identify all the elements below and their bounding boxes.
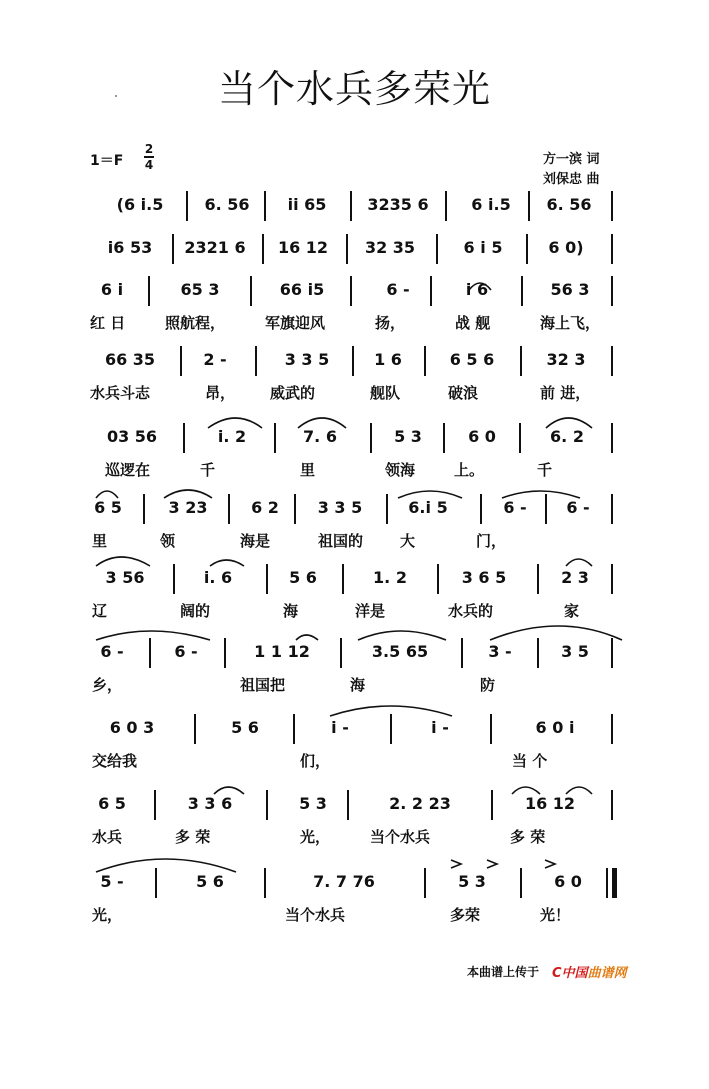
- barline: [537, 638, 539, 668]
- measure: 3 3 5: [317, 498, 363, 517]
- accent-mark: [487, 860, 497, 868]
- barline: [194, 714, 196, 744]
- notation-row-9: [0, 718, 709, 752]
- measure: 6 0 3: [109, 718, 155, 737]
- scan-speck: [115, 95, 117, 97]
- notation-row-5: [0, 427, 709, 461]
- barline: [173, 564, 175, 594]
- barline: [340, 638, 342, 668]
- lyric-row-5: [0, 459, 709, 481]
- barline: [611, 234, 613, 264]
- key-signature: 1＝F: [90, 153, 124, 169]
- slur: [490, 626, 622, 640]
- notation-row-6: [0, 498, 709, 532]
- measure: 3 6 5: [461, 568, 507, 587]
- barline: [424, 868, 426, 898]
- measure: 66 35: [104, 350, 156, 369]
- notation-row-8: [0, 642, 709, 676]
- measure: 5 -: [100, 872, 124, 891]
- measure: 6 0 i: [535, 718, 575, 737]
- measure: 6 i 5: [463, 238, 503, 257]
- barline: [611, 346, 613, 376]
- lyric: 家: [564, 602, 580, 620]
- measure: 3 3 5: [284, 350, 330, 369]
- slur: [96, 491, 118, 498]
- lyric: 领海: [385, 461, 416, 479]
- measure: i -: [331, 718, 349, 737]
- measure: 3.5 65: [371, 642, 429, 661]
- barline: [611, 790, 613, 820]
- barline: [390, 714, 392, 744]
- slur: [96, 557, 150, 566]
- lyric: 红 日: [90, 314, 126, 332]
- barline: [255, 346, 257, 376]
- measure: 6. 56: [546, 195, 592, 214]
- barline: [266, 790, 268, 820]
- barline: [172, 234, 174, 264]
- notation-row-2: [0, 238, 709, 272]
- barline: [611, 423, 613, 453]
- site-logo[interactable]: [552, 962, 627, 981]
- barline: [611, 564, 613, 594]
- lyric: 们，: [300, 752, 331, 770]
- logo-brand-red: 中国: [561, 966, 588, 981]
- barline: [611, 714, 613, 744]
- slur: [398, 491, 462, 498]
- barline: [293, 714, 295, 744]
- lyric: 多荣: [450, 906, 481, 924]
- measure: 65 3: [180, 280, 220, 299]
- barline: [342, 564, 344, 594]
- measure: 6 i.5: [471, 195, 511, 214]
- lyric: 里: [300, 461, 316, 479]
- accent-mark: [451, 860, 461, 868]
- barline: [430, 276, 432, 306]
- lyric-row-11: [0, 904, 709, 926]
- notation-row-3: [0, 280, 709, 314]
- slur: [512, 787, 540, 794]
- lyric: 门，: [476, 532, 507, 550]
- lyric: 多 荣: [510, 828, 546, 846]
- lyric: 破浪: [448, 384, 479, 402]
- page-title: 当个水兵多荣光: [217, 67, 491, 111]
- lyric: 防: [480, 676, 496, 694]
- lyric-row-4: [0, 382, 709, 404]
- measure: 16 12: [524, 794, 576, 813]
- measure: 6 5 6: [449, 350, 495, 369]
- measure: 6. 2: [550, 427, 584, 446]
- notation-row-4: [0, 350, 709, 384]
- lyric: 祖国把: [240, 676, 286, 694]
- barline: [443, 423, 445, 453]
- measure: 6 5: [98, 794, 126, 813]
- lyric: 昂，: [205, 384, 236, 402]
- barline: [545, 494, 547, 524]
- barline: [350, 276, 352, 306]
- measure: 6.i 5: [408, 498, 448, 517]
- lyric-row-8: [0, 674, 709, 696]
- barline: [445, 191, 447, 221]
- slur: [358, 631, 446, 640]
- barline: [521, 276, 523, 306]
- barline: [262, 234, 264, 264]
- measure: 6 5: [94, 498, 122, 517]
- measure: 6. 56: [204, 195, 250, 214]
- notation-row-10: [0, 794, 709, 828]
- measure: 3235 6: [367, 195, 429, 214]
- barline: [347, 790, 349, 820]
- lyric: 光，: [300, 828, 331, 846]
- lyric: 大: [400, 532, 416, 550]
- lyric-row-6: [0, 530, 709, 552]
- barline: [148, 276, 150, 306]
- measure: ii 65: [287, 195, 327, 214]
- barline: [183, 423, 185, 453]
- lyric: 舰队: [370, 384, 401, 402]
- barline: [520, 346, 522, 376]
- slur: [502, 491, 580, 498]
- barline: [180, 346, 182, 376]
- measure: 6 2: [251, 498, 279, 517]
- barline: [520, 868, 522, 898]
- measure: 03 56: [106, 427, 158, 446]
- lyric: 千: [200, 461, 216, 479]
- time-signature-top: 2: [144, 142, 154, 156]
- composer-credit: 刘保忠 曲: [543, 172, 600, 187]
- measure: 2 3: [561, 568, 589, 587]
- barline: [490, 714, 492, 744]
- slur: [296, 635, 318, 640]
- measure: 1 1 12: [254, 642, 310, 661]
- barline: [274, 423, 276, 453]
- measure: 6 -: [174, 642, 198, 661]
- barline: [437, 564, 439, 594]
- measure: 32 3: [546, 350, 586, 369]
- barline: [528, 191, 530, 221]
- barline: [480, 494, 482, 524]
- measure: 3 56: [105, 568, 145, 587]
- lyric: 照航程，: [165, 314, 226, 332]
- lyric: 光，: [92, 906, 123, 924]
- accent-mark: [545, 860, 555, 868]
- barline: [294, 494, 296, 524]
- measure: 6 i: [100, 280, 124, 299]
- measure: 6 0): [548, 238, 584, 257]
- measure: 66 i5: [279, 280, 325, 299]
- measure: 5 3: [299, 794, 327, 813]
- lyric: 多 荣: [175, 828, 211, 846]
- measure: 16 12: [277, 238, 329, 257]
- measure: 6 -: [503, 498, 527, 517]
- measure: 5 3: [394, 427, 422, 446]
- measure: 7. 6: [303, 427, 337, 446]
- barline: [424, 346, 426, 376]
- barline: [519, 423, 521, 453]
- measure: (6 i.5: [116, 195, 164, 214]
- measure: i -: [431, 718, 449, 737]
- barline: [611, 276, 613, 306]
- barline: [346, 234, 348, 264]
- barline: [186, 191, 188, 221]
- lyric: 军旗迎风: [265, 314, 326, 332]
- barline: [350, 191, 352, 221]
- lyricist-credit: 方一滨 词: [543, 152, 600, 167]
- measure: 3 5: [561, 642, 589, 661]
- lyric: 水兵斗志: [90, 384, 151, 402]
- measure: 2 -: [203, 350, 227, 369]
- slur: [96, 631, 210, 640]
- measure: 6 -: [386, 280, 410, 299]
- barline: [461, 638, 463, 668]
- lyric: 辽: [92, 602, 108, 620]
- measure: i6 53: [107, 238, 153, 257]
- lyric: 当个水兵: [370, 828, 431, 846]
- lyric: 当个水兵: [285, 906, 346, 924]
- lyric: 光！: [540, 906, 571, 924]
- upload-credit-text: 本曲谱上传于: [467, 965, 540, 979]
- lyric: 海: [350, 676, 366, 694]
- lyric: 海是: [240, 532, 271, 550]
- barline: [606, 868, 608, 898]
- notation-row-11: [0, 872, 709, 906]
- slur: [566, 559, 592, 566]
- barline: [250, 276, 252, 306]
- lyric: 领: [160, 532, 176, 550]
- measure: 1 6: [374, 350, 402, 369]
- slur: [566, 787, 592, 794]
- lyric: 洋是: [355, 602, 386, 620]
- barline: [352, 346, 354, 376]
- barline: [386, 494, 388, 524]
- barline: [264, 191, 266, 221]
- barline: [526, 234, 528, 264]
- measure: i. 2: [217, 427, 247, 446]
- measure: 56 3: [550, 280, 590, 299]
- lyric: 巡逻在: [105, 461, 151, 479]
- measure: 3 23: [168, 498, 208, 517]
- lyric: 战 舰: [455, 314, 491, 332]
- lyric: 千: [537, 461, 553, 479]
- lyric: 海: [283, 602, 299, 620]
- lyric: 海上飞，: [540, 314, 601, 332]
- barline: [224, 638, 226, 668]
- measure: 6 -: [100, 642, 124, 661]
- lyric: 当 个: [512, 752, 548, 770]
- lyric: 威武的: [270, 384, 316, 402]
- barline: [154, 790, 156, 820]
- slur: [164, 490, 212, 498]
- lyric: 前 进，: [540, 384, 591, 402]
- lyric: 扬，: [375, 314, 406, 332]
- measure: 3 -: [488, 642, 512, 661]
- barline: [611, 494, 613, 524]
- measure: 6 -: [566, 498, 590, 517]
- notation-row-1: [0, 195, 709, 229]
- slur: [96, 859, 236, 872]
- measure: 7. 7 76: [313, 872, 375, 891]
- measure: 5 6: [231, 718, 259, 737]
- measure: 32 35: [364, 238, 416, 257]
- measure: 6 0: [468, 427, 496, 446]
- barline: [611, 191, 613, 221]
- lyric: 水兵: [92, 828, 123, 846]
- final-barline: [612, 868, 617, 898]
- lyric: 水兵的: [448, 602, 494, 620]
- barline: [266, 564, 268, 594]
- measure: 2321 6: [184, 238, 246, 257]
- lyric: 乡，: [92, 676, 123, 694]
- time-signature-bottom: 4: [144, 158, 154, 172]
- lyric-row-3: [0, 312, 709, 334]
- barline: [491, 790, 493, 820]
- lyric-row-9: [0, 750, 709, 772]
- barline: [155, 868, 157, 898]
- lyric: 阔的: [180, 602, 211, 620]
- measure: 5 3: [458, 872, 486, 891]
- measure: 6 0: [554, 872, 582, 891]
- lyric-row-10: [0, 826, 709, 848]
- notation-row-7: [0, 568, 709, 602]
- logo-mark: C: [552, 966, 562, 981]
- measure: i. 6: [203, 568, 233, 587]
- logo-brand-orange: 曲谱网: [587, 966, 627, 981]
- time-signature: [143, 142, 155, 172]
- measure: 5 6: [196, 872, 224, 891]
- measure: i 6: [465, 280, 489, 299]
- barline: [370, 423, 372, 453]
- slur: [210, 560, 244, 566]
- barline: [264, 868, 266, 898]
- accent-marks: [451, 860, 555, 868]
- measure: 1. 2: [373, 568, 407, 587]
- measure: 2. 2 23: [389, 794, 451, 813]
- lyric: 里: [92, 532, 108, 550]
- barline: [228, 494, 230, 524]
- lyric: 祖国的: [318, 532, 364, 550]
- lyric: 上。: [454, 461, 485, 479]
- slur: [214, 787, 244, 794]
- barline: [149, 638, 151, 668]
- barline: [143, 494, 145, 524]
- lyric: 交给我: [92, 752, 138, 770]
- barline: [611, 638, 613, 668]
- measure: 3 3 6: [187, 794, 233, 813]
- barline: [436, 234, 438, 264]
- barline: [537, 564, 539, 594]
- lyric-row-7: [0, 600, 709, 622]
- measure: 5 6: [289, 568, 317, 587]
